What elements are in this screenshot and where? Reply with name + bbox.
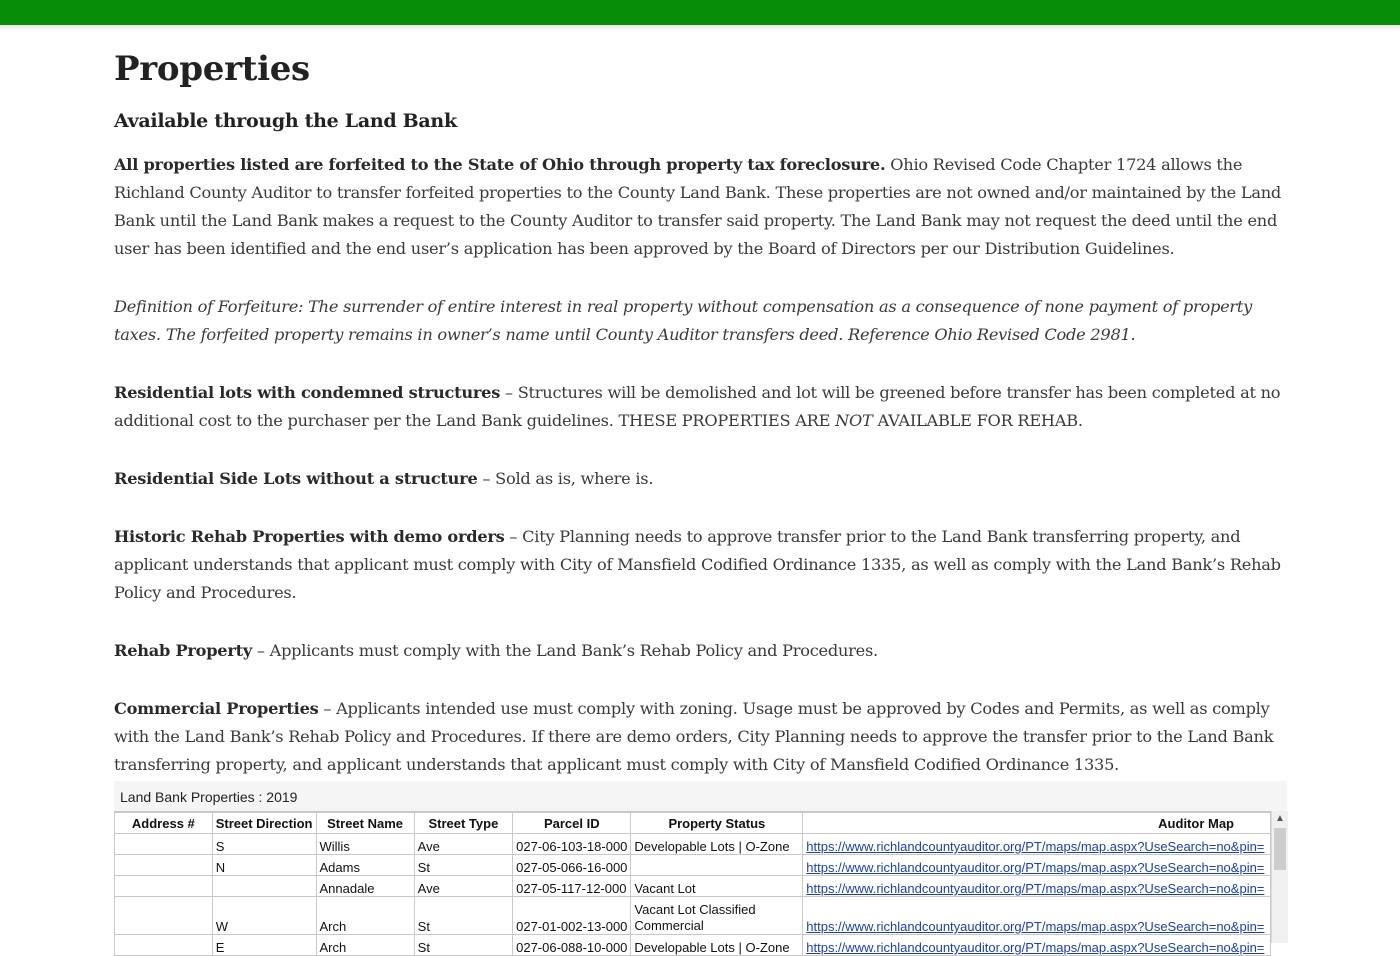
col-header-address: Address # (115, 813, 213, 834)
side-lots-text: – Sold as is, where is. (477, 469, 654, 488)
table-header-row (115, 813, 1271, 834)
properties-table (114, 812, 1271, 956)
col-header-parcel-id: Parcel ID (513, 813, 631, 834)
table-row (115, 876, 1271, 897)
residential-condemned-end: AVAILABLE FOR REHAB. (872, 411, 1083, 430)
col-header-property-status: Property Status (631, 813, 803, 834)
cell-property-status: Developable Lots | O-Zone (631, 935, 803, 956)
cell-property-status: Developable Lots | O-Zone (631, 834, 803, 855)
rehab-property-heading: Rehab Property (114, 641, 252, 660)
cell-street-name: Arch (316, 935, 414, 956)
cell-property-status: Vacant Lot (631, 876, 803, 897)
banner-shadow (0, 25, 1400, 31)
side-lots-heading: Residential Side Lots without a structure (114, 469, 478, 488)
table-title: Land Bank Properties : 2019 (120, 789, 298, 805)
properties-table-embed (114, 781, 1287, 955)
page-title: Properties (114, 49, 310, 89)
commercial-text: – Applicants intended use must comply with zoning. Usage must be approved by Codes and Permits, as well as comply with the Land Bank’s Rehab Policy and Procedures. If there are demo orders, City Planning needs to approve the transfer prior to the Land Bank transferring property, and applicant understands that applicant must comply with City of Mansfield Codified Ordinance 1335. (114, 699, 1274, 774)
cell-parcel-id: 027-01-002-13-000 (513, 897, 631, 935)
auditor-map-link[interactable]: https://www.richlandcountyauditor.org/PT/maps/map.aspx?UseSearch=no&pin= (803, 855, 1271, 876)
cell-street-type: Ave (414, 876, 512, 897)
auditor-map-link[interactable]: https://www.richlandcountyauditor.org/PT/maps/map.aspx?UseSearch=no&pin= (803, 897, 1271, 935)
residential-condemned-paragraph (114, 379, 1294, 435)
cell-property-status: Vacant Lot Classified Commercial (631, 897, 803, 935)
table-scrollbar[interactable] (1271, 811, 1288, 943)
cell-parcel-id: 027-06-088-10-000 (513, 935, 631, 956)
main-content (114, 48, 1294, 779)
historic-rehab-heading: Historic Rehab Properties with demo orders (114, 527, 505, 546)
cell-parcel-id: 027-06-103-18-000 (513, 834, 631, 855)
cell-address (115, 876, 213, 897)
side-lots-paragraph (114, 465, 1294, 493)
forfeiture-definition: Definition of Forfeiture: The surrender of entire interest in real property without compensation as a consequence of none payment of property taxes. The forfeited property remains in owner’s name until County Auditor transfers deed. Reference Ohio Revised Code 2981. (114, 297, 1253, 344)
col-header-auditor-map: Auditor Map (803, 813, 1271, 834)
col-header-street-direction: Street Direction (212, 813, 316, 834)
cell-parcel-id: 027-05-117-12-000 (513, 876, 631, 897)
cell-street-direction (212, 876, 316, 897)
historic-rehab-text: – City Planning needs to approve transfer prior to the Land Bank transferring property, and applicant understands that applicant must comply with City of Mansfield Codified Ordinance 1335, as well as comply with the Land Bank’s Rehab Policy and Procedures. (114, 527, 1281, 602)
scroll-up-arrow-icon[interactable]: ▲ (1275, 813, 1285, 824)
residential-condemned-not: NOT (835, 411, 873, 430)
table-row (115, 855, 1271, 876)
auditor-map-link[interactable]: https://www.richlandcountyauditor.org/PT/maps/map.aspx?UseSearch=no&pin= (803, 876, 1271, 897)
cell-street-name: Annadale (316, 876, 414, 897)
properties-grid[interactable] (114, 811, 1271, 955)
cell-street-type: St (414, 855, 512, 876)
table-row (115, 834, 1271, 855)
cell-street-type: Ave (414, 834, 512, 855)
historic-rehab-paragraph (114, 523, 1294, 607)
rehab-property-paragraph (114, 637, 1294, 665)
intro-text: Ohio Revised Code Chapter 1724 allows the Richland County Auditor to transfer forfeited properties to the County Land Bank. These properties are not owned and/or maintained by the Land Bank until the Land Bank makes a request to the County Auditor to transfer said property. The Land Bank may not request the deed until the end user has been identified and the end user’s application has been approved by the Board of Directors per our Distribution Guidelines. (114, 155, 1282, 258)
cell-address (115, 855, 213, 876)
cell-street-name: Willis (316, 834, 414, 855)
rehab-property-text: – Applicants must comply with the Land Bank’s Rehab Policy and Procedures. (252, 641, 878, 660)
intro-paragraph (114, 151, 1294, 263)
cell-address (115, 897, 213, 935)
intro-bold: All properties listed are forfeited to the State of Ohio through property tax foreclosure. (114, 155, 886, 174)
residential-condemned-text: – Structures will be demolished and lot will be greened before transfer has been completed at no additional cost to the purchaser per the Land Bank guidelines. THESE PROPERTIES ARE (114, 383, 1281, 430)
col-header-street-name: Street Name (316, 813, 414, 834)
commercial-heading: Commercial Properties (114, 699, 319, 718)
cell-street-direction: S (212, 834, 316, 855)
commercial-paragraph (114, 695, 1294, 779)
cell-street-name: Arch (316, 897, 414, 935)
table-row (115, 897, 1271, 935)
cell-street-direction: W (212, 897, 316, 935)
scrollbar-thumb[interactable] (1274, 828, 1286, 870)
cell-street-type: St (414, 935, 512, 956)
top-banner-bar (0, 0, 1400, 25)
table-row (115, 935, 1271, 956)
auditor-map-link[interactable]: https://www.richlandcountyauditor.org/PT/maps/map.aspx?UseSearch=no&pin= (803, 834, 1271, 855)
page-subtitle: Available through the Land Bank (114, 110, 457, 132)
cell-street-type: St (414, 897, 512, 935)
cell-street-direction: E (212, 935, 316, 956)
cell-address (115, 834, 213, 855)
col-header-street-type: Street Type (414, 813, 512, 834)
cell-parcel-id: 027-05-066-16-000 (513, 855, 631, 876)
auditor-map-link[interactable]: https://www.richlandcountyauditor.org/PT/maps/map.aspx?UseSearch=no&pin= (803, 935, 1271, 956)
cell-street-direction: N (212, 855, 316, 876)
cell-address (115, 935, 213, 956)
cell-street-name: Adams (316, 855, 414, 876)
cell-property-status (631, 855, 803, 876)
residential-condemned-heading: Residential lots with condemned structures (114, 383, 501, 402)
